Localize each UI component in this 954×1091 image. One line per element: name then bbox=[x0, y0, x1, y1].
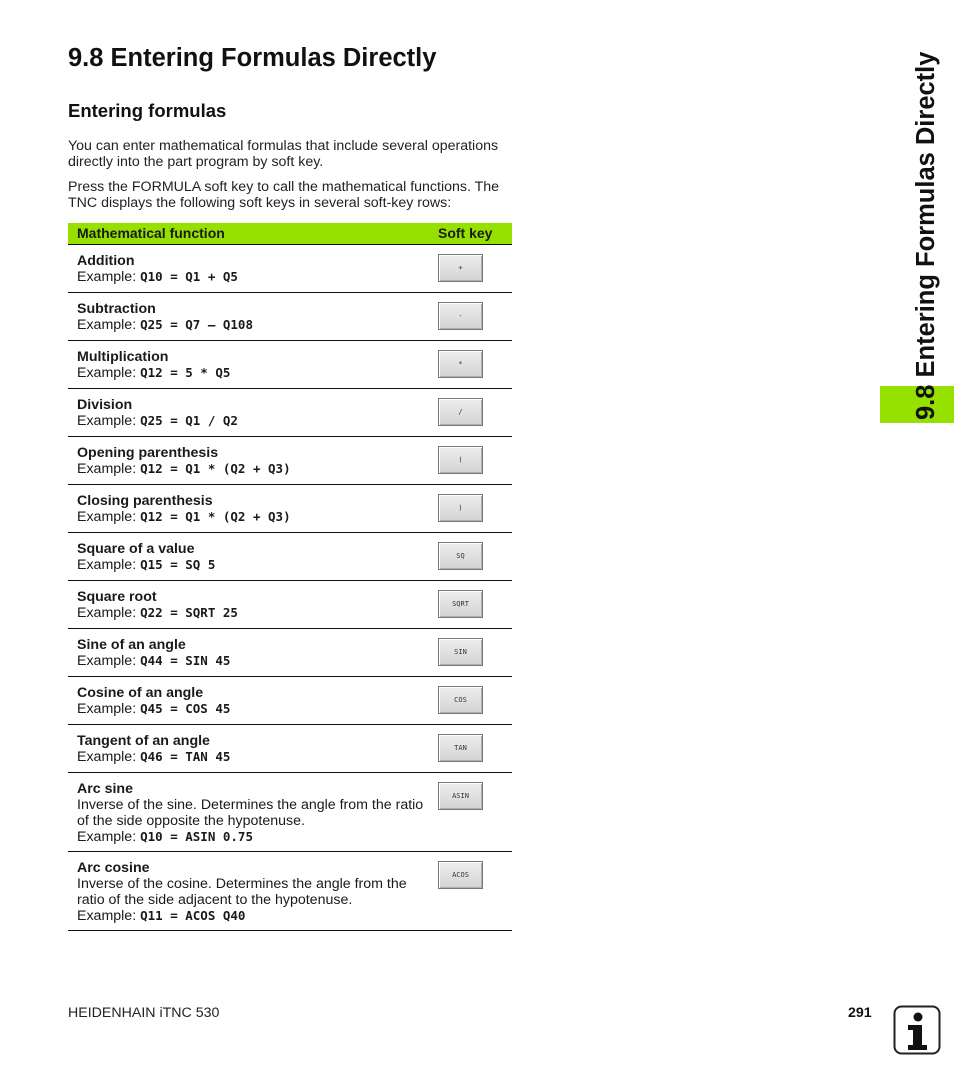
example-label: Example: bbox=[77, 269, 137, 285]
example-label: Example: bbox=[77, 461, 137, 477]
function-description: Inverse of the sine. Determines the angle from the ratio of the side opposite the hypotenuse. bbox=[77, 797, 424, 829]
function-name: Square of a value bbox=[77, 541, 195, 557]
header-softkey: Soft key bbox=[438, 225, 493, 241]
intro-paragraph-1: You can enter mathematical formulas that include several operations directly into the part program by soft key. bbox=[68, 138, 499, 170]
table-row bbox=[68, 245, 512, 293]
formula-table bbox=[68, 223, 512, 931]
table-row bbox=[68, 629, 512, 677]
table-header bbox=[68, 223, 512, 245]
softkey-button[interactable]: TAN bbox=[438, 734, 483, 762]
example-line bbox=[77, 749, 427, 765]
example-label: Example: bbox=[77, 317, 137, 333]
intro-paragraph-2: Press the FORMULA soft key to call the mathematical functions. The TNC displays the following soft keys in several soft-key rows: bbox=[68, 179, 500, 211]
row-text bbox=[77, 860, 427, 924]
softkey-button[interactable]: ( bbox=[438, 446, 483, 474]
function-name: Addition bbox=[77, 253, 135, 269]
example-code: Q12 = Q1 * (Q2 + Q3) bbox=[140, 509, 291, 524]
softkey-button[interactable]: ) bbox=[438, 494, 483, 522]
table-row bbox=[68, 581, 512, 629]
table-row bbox=[68, 677, 512, 725]
row-text bbox=[77, 733, 427, 765]
function-name: Division bbox=[77, 397, 133, 413]
softkey-button[interactable]: * bbox=[438, 350, 483, 378]
row-text bbox=[77, 781, 427, 845]
row-text bbox=[77, 253, 427, 285]
softkey-button[interactable]: / bbox=[438, 398, 483, 426]
example-code: Q10 = ASIN 0.75 bbox=[140, 829, 253, 844]
example-label: Example: bbox=[77, 605, 137, 621]
function-name: Cosine of an angle bbox=[77, 685, 204, 701]
table-row bbox=[68, 389, 512, 437]
example-line bbox=[77, 605, 427, 621]
row-text bbox=[77, 301, 427, 333]
example-line bbox=[77, 365, 427, 381]
row-text bbox=[77, 493, 427, 525]
example-label: Example: bbox=[77, 749, 137, 765]
row-text bbox=[77, 349, 427, 381]
row-text bbox=[77, 637, 427, 669]
example-line bbox=[77, 653, 427, 669]
example-label: Example: bbox=[77, 557, 137, 573]
function-description: Inverse of the cosine. Determines the angle from the ratio of the side adjacent to the hypotenuse. bbox=[77, 876, 407, 908]
table-row bbox=[68, 773, 512, 852]
softkey-button[interactable]: SQ bbox=[438, 542, 483, 570]
function-name: Subtraction bbox=[77, 301, 156, 317]
softkey-button[interactable]: ASIN bbox=[438, 782, 483, 810]
header-function: Mathematical function bbox=[77, 225, 225, 241]
example-line bbox=[77, 509, 427, 525]
section-heading: Entering formulas bbox=[68, 100, 227, 121]
example-line bbox=[77, 461, 427, 477]
example-code: Q25 = Q7 – Q108 bbox=[140, 317, 253, 332]
example-label: Example: bbox=[77, 829, 137, 845]
example-code: Q44 = SIN 45 bbox=[140, 653, 231, 668]
function-name: Square root bbox=[77, 589, 157, 605]
function-name: Arc cosine bbox=[77, 860, 150, 876]
table-row bbox=[68, 852, 512, 931]
example-label: Example: bbox=[77, 509, 137, 525]
side-chapter-title: 9.8 Entering Formulas Directly bbox=[912, 51, 940, 420]
table-row bbox=[68, 293, 512, 341]
example-line bbox=[77, 701, 427, 717]
row-text bbox=[77, 397, 427, 429]
example-code: Q15 = SQ 5 bbox=[140, 557, 216, 572]
table-row bbox=[68, 485, 512, 533]
row-text bbox=[77, 445, 427, 477]
example-line bbox=[77, 413, 427, 429]
page-number: 291 bbox=[848, 1005, 872, 1021]
example-code: Q25 = Q1 / Q2 bbox=[140, 413, 238, 428]
example-code: Q12 = 5 * Q5 bbox=[140, 365, 231, 380]
example-label: Example: bbox=[77, 365, 137, 381]
example-code: Q46 = TAN 45 bbox=[140, 749, 231, 764]
row-text bbox=[77, 589, 427, 621]
function-name: Sine of an angle bbox=[77, 637, 186, 653]
function-name: Opening parenthesis bbox=[77, 445, 219, 461]
function-name: Multiplication bbox=[77, 349, 169, 365]
example-code: Q12 = Q1 * (Q2 + Q3) bbox=[140, 461, 291, 476]
example-label: Example: bbox=[77, 413, 137, 429]
function-name: Arc sine bbox=[77, 781, 133, 797]
example-code: Q22 = SQRT 25 bbox=[140, 605, 238, 620]
softkey-button[interactable]: + bbox=[438, 254, 483, 282]
table-row bbox=[68, 437, 512, 485]
row-text bbox=[77, 541, 427, 573]
page-title: 9.8 Entering Formulas Directly bbox=[68, 44, 437, 72]
table-row bbox=[68, 533, 512, 581]
function-name: Closing parenthesis bbox=[77, 493, 213, 509]
example-code: Q10 = Q1 + Q5 bbox=[140, 269, 238, 284]
softkey-button[interactable]: SIN bbox=[438, 638, 483, 666]
softkey-button[interactable]: ACOS bbox=[438, 861, 483, 889]
table-row bbox=[68, 725, 512, 773]
info-icon bbox=[893, 1005, 941, 1055]
softkey-button[interactable]: COS bbox=[438, 686, 483, 714]
footer-product: HEIDENHAIN iTNC 530 bbox=[68, 1005, 220, 1021]
example-line bbox=[77, 317, 427, 333]
example-line bbox=[77, 269, 427, 285]
softkey-button[interactable]: SQRT bbox=[438, 590, 483, 618]
example-code: Q45 = COS 45 bbox=[140, 701, 231, 716]
example-label: Example: bbox=[77, 908, 137, 924]
function-name: Tangent of an angle bbox=[77, 733, 210, 749]
table-row bbox=[68, 341, 512, 389]
example-label: Example: bbox=[77, 701, 137, 717]
example-label: Example: bbox=[77, 653, 137, 669]
example-line bbox=[77, 557, 427, 573]
softkey-button[interactable]: - bbox=[438, 302, 483, 330]
example-line bbox=[77, 829, 427, 845]
example-line bbox=[77, 908, 427, 924]
example-code: Q11 = ACOS Q40 bbox=[140, 908, 246, 923]
row-text bbox=[77, 685, 427, 717]
